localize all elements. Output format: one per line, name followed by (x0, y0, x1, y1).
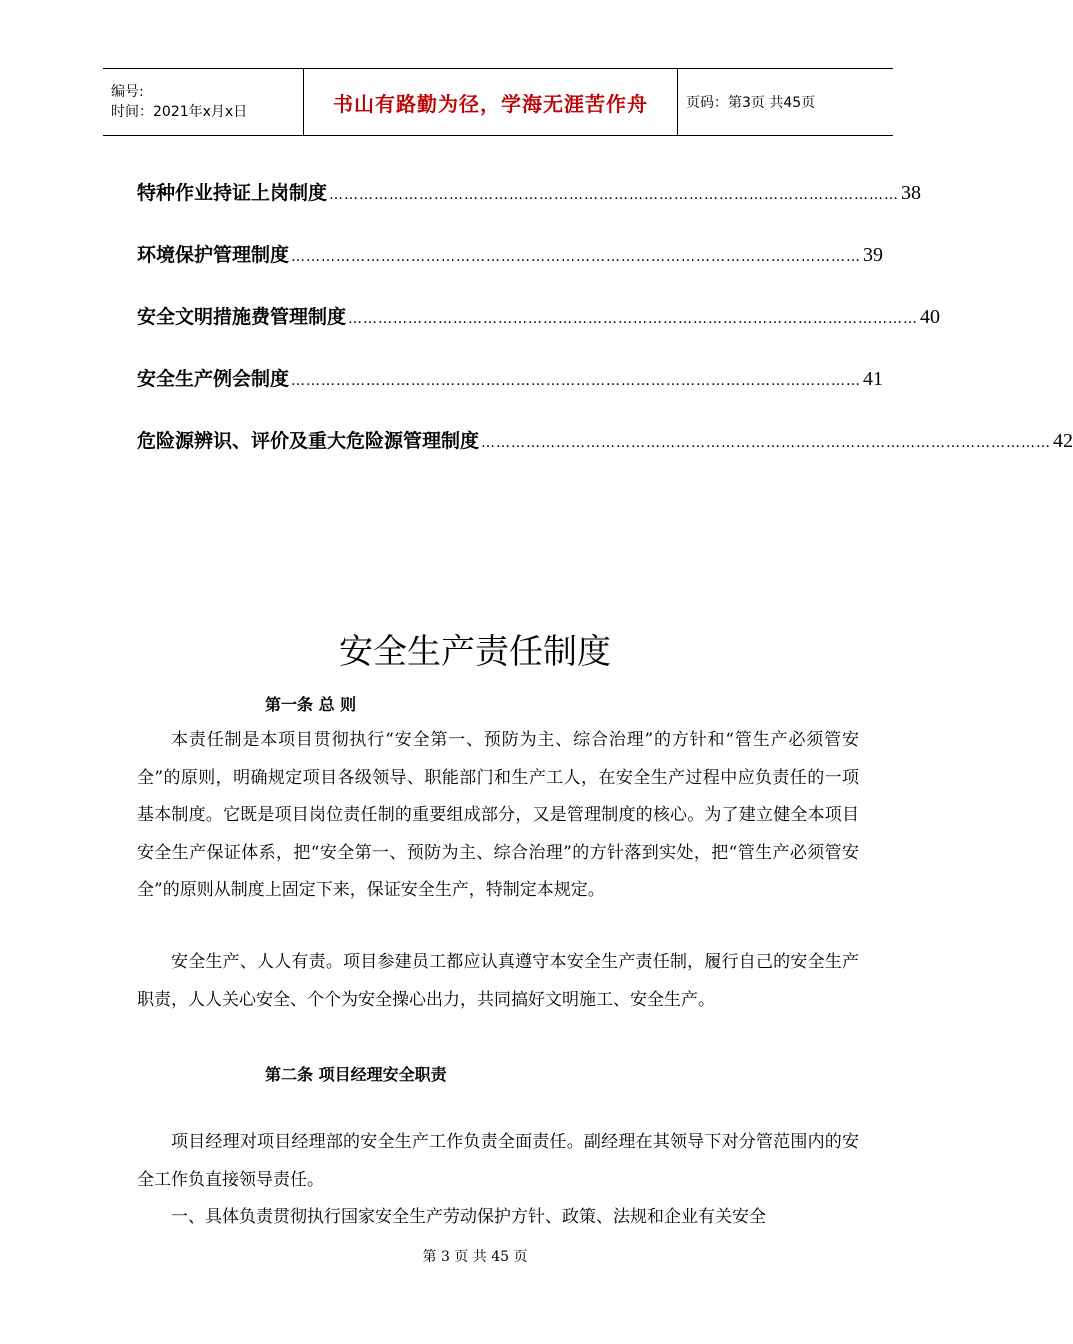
article-2-paragraph-2: 一、具体负责贯彻执行国家安全生产劳动保护方针、政策、法规和企业有关安全 (171, 1207, 766, 1227)
article-1-paragraph-2: 安全生产、人人有责。项目参建员工都应认真遵守本安全生产责任制，履行自己的安全生产职责，人人关心安全、个个为安全操心出力，共同搞好文明施工、安全生产。 (137, 952, 859, 1010)
toc-title: 特种作业持证上岗制度 (137, 182, 328, 204)
toc-page: 41 (863, 368, 884, 390)
page-info: 页码：第3页 共45页 (686, 95, 816, 111)
document-title: 安全生产责任制度 (339, 632, 611, 672)
toc-leader: …………………………………………………………………………………………………… (291, 249, 862, 265)
toc-entry[interactable] (137, 302, 941, 364)
time-label: 时间：2021年x月x日 (111, 104, 248, 120)
toc-leader: …………………………………………………………………………………………………… (291, 373, 862, 389)
toc-entry[interactable] (137, 426, 1073, 488)
article-2-paragraph-1: 项目经理对项目经理部的安全生产工作负责全面责任。副经理在其领导下对分管范围内的安全工作负直接领导责任。 (137, 1132, 859, 1190)
toc-title: 危险源辨识、评价及重大危险源管理制度 (137, 430, 480, 452)
toc-title: 环境保护管理制度 (137, 244, 290, 266)
toc-leader: …………………………………………………………………………………………………… (481, 435, 1052, 451)
toc-page: 38 (901, 182, 922, 204)
toc-title: 安全生产例会制度 (137, 368, 290, 390)
toc-leader: …………………………………………………………………………………………………… (348, 311, 919, 327)
page-footer: 第 3 页 共 45 页 (422, 1249, 528, 1265)
toc-page: 42 (1053, 430, 1073, 452)
toc-title: 安全文明措施费管理制度 (137, 306, 347, 328)
page-header (103, 68, 893, 136)
article-2-heading: 第二条 项目经理安全职责 (265, 1065, 447, 1084)
toc-entry[interactable] (137, 240, 884, 302)
motto: 书山有路勤为径，学海无涯苦作舟 (333, 91, 648, 116)
article-1-paragraph-1: 本责任制是本项目贯彻执行“安全第一、预防为主、综合治理”的方针和“管生产必须管安全”的原则，明确规定项目各级领导、职能部门和生产工人，在安全生产过程中应负责任的一项基本制度。它既是项目岗位责任制的重要组成部分，又是管理制度的核心。为了建立健全本项目安全生产保证体系，把“安全第一、预防为主、综合治理”的方针落到实处，把“管生产必须管安全”的原则从制度上固定下来，保证安全生产，特制定本规定。 (137, 730, 859, 901)
number-label: 编号: (111, 84, 144, 100)
toc-page: 40 (920, 306, 941, 328)
toc-entry[interactable] (137, 364, 884, 426)
header-middle (303, 69, 678, 135)
article-1-heading: 第一条 总 则 (265, 695, 357, 714)
toc-page: 39 (863, 244, 884, 266)
toc-leader: …………………………………………………………………………………………………… (329, 187, 900, 203)
table-of-contents (137, 178, 1073, 488)
header-right (678, 69, 893, 135)
header-left (103, 69, 303, 135)
toc-entry[interactable] (137, 178, 922, 240)
